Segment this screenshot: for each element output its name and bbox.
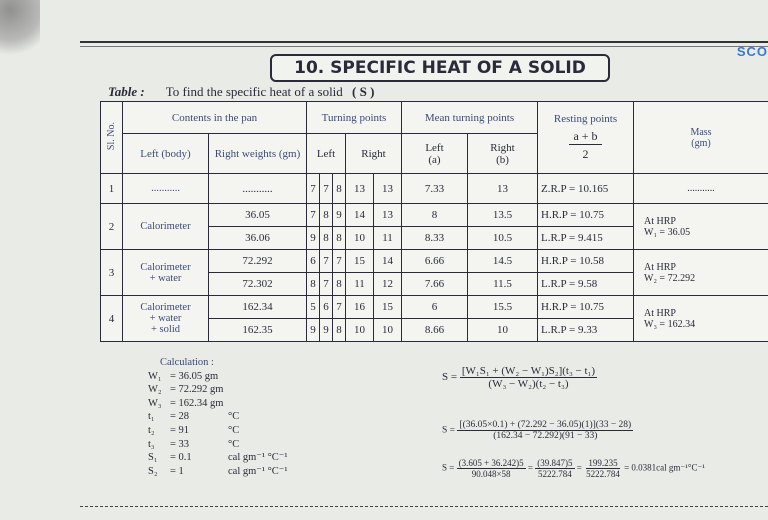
calculation-block bbox=[148, 356, 288, 478]
cell-turning-left: 8 bbox=[307, 273, 320, 296]
step3-denominator: 5222.784 bbox=[586, 469, 620, 479]
cell-mean-left: 8.66 bbox=[402, 319, 468, 342]
mass-value: ........... bbox=[687, 183, 715, 194]
table-symbol: ( S ) bbox=[352, 84, 375, 99]
cell-mean-left: 8.33 bbox=[402, 227, 468, 250]
cell-turning-left: 8 bbox=[333, 319, 346, 342]
cell-turning-left: 8 bbox=[333, 174, 346, 204]
header-mass: Mass (gm) bbox=[634, 102, 768, 174]
formula-general-denominator: (W₃ − W₂)(t₂ − t₃) bbox=[488, 378, 569, 390]
cell-weight: 36.05 bbox=[209, 204, 307, 227]
chapter-title: 10. SPECIFIC HEAT OF A SOLID bbox=[270, 54, 610, 82]
calculation-item bbox=[148, 410, 288, 424]
cell-resting-point: H.R.P = 10.75 bbox=[538, 204, 634, 227]
cell-resting-point: H.R.P = 10.58 bbox=[538, 250, 634, 273]
header-turning-right: Right bbox=[346, 134, 402, 174]
cell-weight: 72.292 bbox=[209, 250, 307, 273]
cell-turning-right: 11 bbox=[346, 273, 374, 296]
cell-resting-point: Z.R.P = 10.165 bbox=[538, 174, 634, 204]
calculation-item bbox=[148, 370, 288, 384]
step3-numerator: 199.235 bbox=[588, 458, 618, 468]
cell-mean-left: 6 bbox=[402, 296, 468, 319]
step2-numerator: (39.847)5 bbox=[537, 458, 573, 468]
cell-turning-left: 7 bbox=[333, 296, 346, 319]
cell-weight: ........... bbox=[209, 174, 307, 204]
cell-mass bbox=[634, 174, 768, 204]
calculation-unit: cal gm⁻¹ °C⁻¹ bbox=[228, 465, 288, 477]
cell-weight: 162.34 bbox=[209, 296, 307, 319]
calculation-unit: cal gm⁻¹ °C⁻¹ bbox=[228, 452, 288, 464]
calculation-unit: °C bbox=[228, 424, 240, 436]
mass-value: W₃ = 162.34 bbox=[644, 318, 696, 330]
cell-sl-no: 4 bbox=[101, 296, 123, 342]
formula-result: S = $\frac{(3.605 + 36.242)5}{90.048\times 58}$ = $\frac{(39.847)5}{5222.784}$ = $\frac{199.235}{5222.784}$ = 0.0381cal gm⁻¹°C⁻¹ bbox=[442, 458, 705, 479]
calculation-val: = 33 bbox=[170, 438, 190, 450]
calculation-val: = 1 bbox=[170, 465, 184, 477]
calculation-sym: t₂ bbox=[148, 424, 155, 436]
calculation-val: = 28 bbox=[170, 411, 190, 423]
header-contents: Contents in the pan bbox=[123, 102, 307, 134]
cell-mean-left: 7.33 bbox=[402, 174, 468, 204]
cell-mean-left: 6.66 bbox=[402, 250, 468, 273]
cell-resting-point: H.R.P = 10.75 bbox=[538, 296, 634, 319]
final-result: = 0.0381cal gm⁻¹°C⁻¹ bbox=[624, 462, 705, 473]
cell-mean-right: 13.5 bbox=[468, 204, 538, 227]
calculation-item bbox=[148, 383, 288, 397]
calculation-val: = 0.1 bbox=[170, 452, 192, 464]
cell-turning-right: 12 bbox=[374, 273, 402, 296]
cell-turning-left: 7 bbox=[307, 174, 320, 204]
cell-mean-left: 7.66 bbox=[402, 273, 468, 296]
cell-turning-right: 15 bbox=[346, 250, 374, 273]
cell-weight: 36.06 bbox=[209, 227, 307, 250]
cell-resting-point: L.R.P = 9.415 bbox=[538, 227, 634, 250]
step1-numerator: (3.605 + 36.242)5 bbox=[458, 458, 524, 468]
table-label: Table : bbox=[108, 84, 145, 99]
calculation-val: = 91 bbox=[170, 424, 190, 436]
calculation-unit: °C bbox=[228, 411, 240, 423]
mass-value: W₁ = 36.05 bbox=[644, 226, 691, 238]
header-mean: Mean turning points bbox=[402, 102, 538, 134]
calculation-val: = 36.05 gm bbox=[170, 370, 219, 382]
mass-label: At HRP bbox=[644, 261, 676, 273]
mass-label: At HRP bbox=[644, 307, 676, 319]
table-caption-text: To find the specific heat of a solid bbox=[165, 84, 343, 99]
cell-mass bbox=[634, 296, 768, 342]
mass-value: W₂ = 72.292 bbox=[644, 272, 696, 284]
cell-mean-right: 13 bbox=[468, 174, 538, 204]
calculation-val: = 162.34 gm bbox=[170, 397, 224, 409]
step2-denominator: 5222.784 bbox=[538, 469, 572, 479]
header-left-body: Left (body) bbox=[123, 134, 209, 174]
header-mean-left: Left (a) bbox=[402, 134, 468, 174]
brand-text: SCO bbox=[736, 44, 768, 59]
table-row bbox=[101, 174, 768, 204]
calculation-sym: S₁ bbox=[148, 452, 158, 464]
cell-mean-left: 8 bbox=[402, 204, 468, 227]
cell-turning-right: 13 bbox=[374, 204, 402, 227]
cell-turning-right: 11 bbox=[374, 227, 402, 250]
cell-turning-left: 7 bbox=[320, 174, 333, 204]
cell-turning-left: 8 bbox=[320, 204, 333, 227]
calculation-unit: °C bbox=[228, 438, 240, 450]
cell-mass bbox=[634, 204, 768, 250]
calculation-sym: t₃ bbox=[148, 438, 155, 450]
cell-turning-right: 10 bbox=[346, 319, 374, 342]
table-row bbox=[101, 250, 768, 273]
formula-general: S = $\frac{\text{[W₁S₁ + (W₂ − W₁)S₂](t₃ − t₁)}}{\text{(W₃ − W₂)(t₂ − t₃)}}$ bbox=[442, 365, 596, 390]
cell-turning-left: 7 bbox=[333, 250, 346, 273]
mass-label: At HRP bbox=[644, 215, 676, 227]
header-turning: Turning points bbox=[307, 102, 402, 134]
cell-weight: 72.302 bbox=[209, 273, 307, 296]
cell-turning-left: 7 bbox=[320, 250, 333, 273]
calculation-title: Calculation : bbox=[160, 357, 214, 368]
calculation-item bbox=[148, 424, 288, 438]
cell-turning-left: 8 bbox=[333, 227, 346, 250]
cell-turning-right: 13 bbox=[346, 174, 374, 204]
calculation-item bbox=[148, 397, 288, 411]
formula-substituted: S = $\frac{[(36.05\times 0.1) + (72.292 - 36.05)(1)](33 - 28)}{(162.34 - 72.292)(91 - 33)}$ bbox=[442, 420, 632, 441]
calculation-item bbox=[148, 465, 288, 479]
calculation-sym: W₃ bbox=[148, 397, 162, 409]
cell-turning-left: 9 bbox=[307, 319, 320, 342]
calculation-sym: W₂ bbox=[148, 384, 162, 396]
cell-body: Calorimeter + water + solid bbox=[123, 296, 209, 342]
calculation-sym: W₁ bbox=[148, 370, 162, 382]
table-row bbox=[101, 296, 768, 319]
cell-turning-left: 6 bbox=[320, 296, 333, 319]
step1-denominator: 90.048×58 bbox=[471, 469, 511, 479]
calculation-sym: t₁ bbox=[148, 411, 155, 423]
calculation-sym: S₂ bbox=[148, 465, 158, 477]
cell-sl-no: 2 bbox=[101, 204, 123, 250]
observation-table bbox=[100, 101, 768, 342]
cell-sl-no: 3 bbox=[101, 250, 123, 296]
formula-substituted-denominator: (162.34 − 72.292)(91 − 33) bbox=[493, 431, 598, 441]
calculation-item bbox=[148, 438, 288, 452]
header-resting: Resting points a + b 2 bbox=[538, 102, 634, 174]
header-turning-left: Left bbox=[307, 134, 346, 174]
cell-turning-left: 8 bbox=[320, 227, 333, 250]
cell-mass bbox=[634, 250, 768, 296]
header-rule bbox=[80, 41, 768, 43]
cell-resting-point: L.R.P = 9.33 bbox=[538, 319, 634, 342]
cell-turning-right: 13 bbox=[374, 174, 402, 204]
cell-turning-right: 14 bbox=[374, 250, 402, 273]
cell-turning-left: 7 bbox=[320, 273, 333, 296]
cell-turning-left: 6 bbox=[307, 250, 320, 273]
cell-body: Calorimeter + water bbox=[123, 250, 209, 296]
cell-body: Calorimeter bbox=[123, 204, 209, 250]
header-rule-thin bbox=[80, 46, 768, 47]
cell-turning-right: 10 bbox=[374, 319, 402, 342]
cell-turning-left: 8 bbox=[333, 273, 346, 296]
cell-turning-right: 14 bbox=[346, 204, 374, 227]
formula-substituted-numerator: [(36.05×0.1) + (72.292 − 36.05)(1)](33 − 28) bbox=[459, 420, 632, 430]
cell-turning-right: 15 bbox=[374, 296, 402, 319]
table-caption bbox=[108, 84, 374, 100]
calculation-item bbox=[148, 451, 288, 465]
formula-general-numerator: [W₁S₁ + (W₂ − W₁)S₂](t₃ − t₁) bbox=[461, 365, 596, 377]
cell-mean-right: 11.5 bbox=[468, 273, 538, 296]
cell-body: ........... bbox=[123, 174, 209, 204]
cell-mean-right: 15.5 bbox=[468, 296, 538, 319]
cell-resting-point: L.R.P = 9.58 bbox=[538, 273, 634, 296]
header-right-weights: Right weights (gm) bbox=[209, 134, 307, 174]
header-mean-right: Right (b) bbox=[468, 134, 538, 174]
page-shadow bbox=[0, 0, 40, 60]
cell-turning-left: 9 bbox=[333, 204, 346, 227]
table-row bbox=[101, 204, 768, 227]
cell-turning-left: 9 bbox=[307, 227, 320, 250]
cell-turning-left: 7 bbox=[307, 204, 320, 227]
cell-turning-right: 10 bbox=[346, 227, 374, 250]
cell-turning-right: 16 bbox=[346, 296, 374, 319]
footer-dash-rule bbox=[80, 506, 768, 507]
cell-mean-right: 10 bbox=[468, 319, 538, 342]
cell-weight: 162.35 bbox=[209, 319, 307, 342]
header-sl-no: Sl. No. bbox=[101, 102, 123, 174]
cell-mean-right: 10.5 bbox=[468, 227, 538, 250]
cell-turning-left: 5 bbox=[307, 296, 320, 319]
calculation-val: = 72.292 gm bbox=[170, 384, 224, 396]
cell-turning-left: 9 bbox=[320, 319, 333, 342]
cell-sl-no: 1 bbox=[101, 174, 123, 204]
cell-mean-right: 14.5 bbox=[468, 250, 538, 273]
